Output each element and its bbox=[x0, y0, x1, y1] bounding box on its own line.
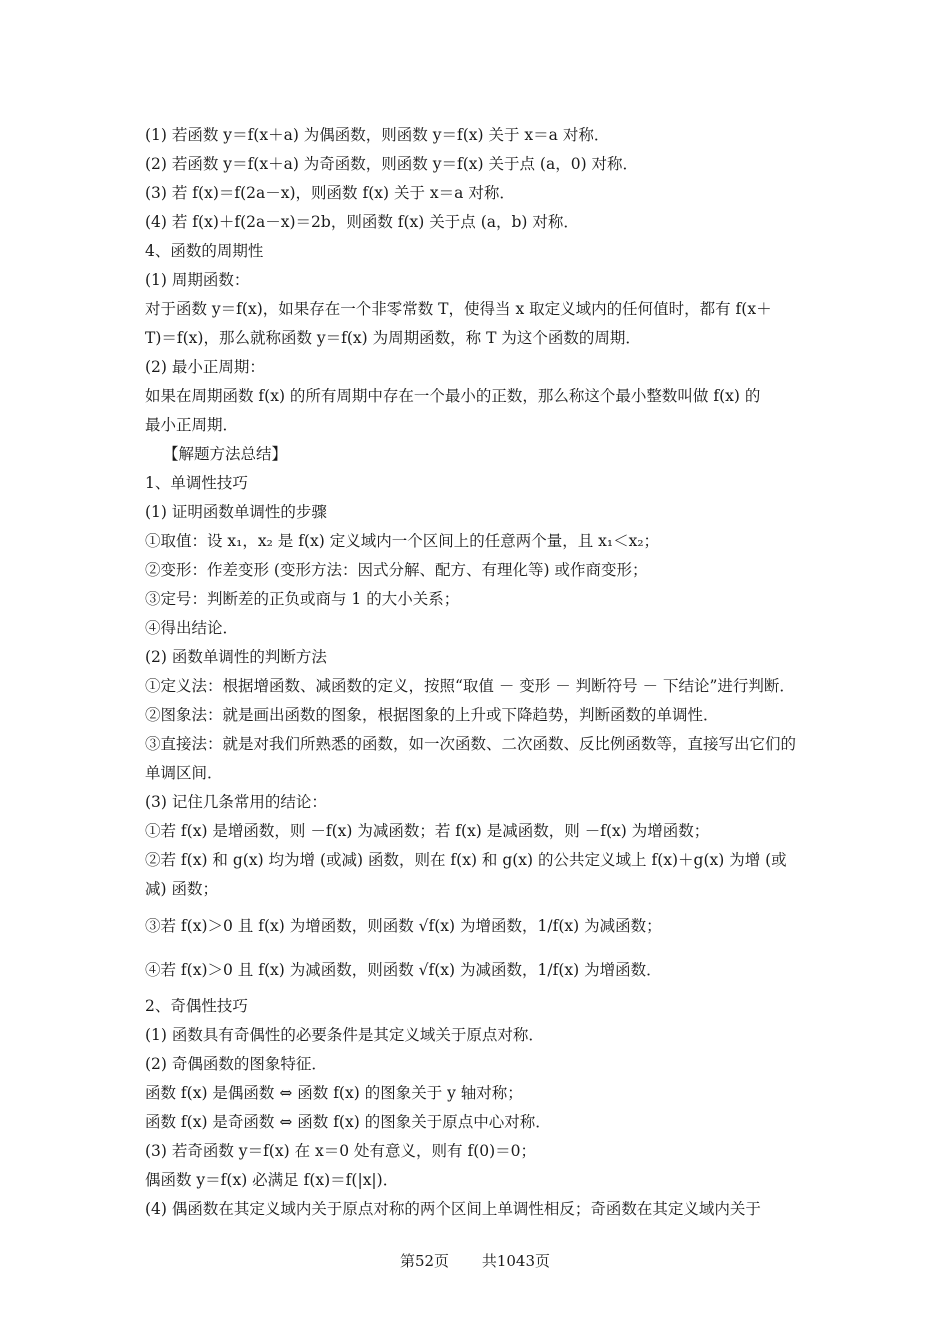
page-content bbox=[145, 121, 815, 1224]
text-line: T)＝f(x)，那么就称函数 y＝f(x) 为周期函数，称 T 为这个函数的周期． bbox=[145, 329, 641, 347]
text-line: 最小正周期． bbox=[145, 416, 239, 434]
text-line: (1) 函数具有奇偶性的必要条件是其定义域关于原点对称． bbox=[145, 1026, 544, 1044]
formula-line: ③若 f(x)＞0 且 f(x) 为增函数，则函数 √f(x) 为增函数，1/f(x) 为减函数； bbox=[145, 917, 662, 935]
text-line: 减) 函数； bbox=[145, 880, 218, 898]
text-line: (2) 若函数 y＝f(x＋a) 为奇函数，则函数 y＝f(x) 关于点 (a，0) 对称． bbox=[145, 155, 639, 173]
method-summary-heading: 【解题方法总结】 bbox=[163, 445, 288, 463]
page-total: 共1043页 bbox=[481, 1252, 551, 1270]
page-footer bbox=[0, 1250, 950, 1271]
section-heading: 2、奇偶性技巧 bbox=[145, 997, 248, 1015]
text-line: 对于函数 y＝f(x)，如果存在一个非零常数 T，使得当 x 取定义域内的任何值时，都有 f(x＋ bbox=[145, 300, 772, 318]
text-line: ①取值：设 x₁，x₂ 是 f(x) 定义域内一个区间上的任意两个量，且 x₁＜x₂； bbox=[145, 532, 660, 550]
text-line: (3) 若奇函数 y＝f(x) 在 x＝0 处有意义，则有 f(0)＝0； bbox=[145, 1142, 537, 1160]
section-heading: 1、单调性技巧 bbox=[145, 474, 248, 492]
text-line: ③直接法：就是对我们所熟悉的函数，如一次函数、二次函数、反比例函数等，直接写出它们的 bbox=[145, 735, 797, 753]
text-line: ②图象法：就是画出函数的图象，根据图象的上升或下降趋势，判断函数的单调性． bbox=[145, 706, 719, 724]
text-line: (2) 奇偶函数的图象特征． bbox=[145, 1055, 327, 1073]
text-line: ①定义法：根据增函数、减函数的定义，按照“取值 － 变形 － 判断符号 － 下结论”进行判断． bbox=[145, 677, 795, 695]
text-line: 偶函数 y＝f(x) 必满足 f(x)＝f(|x|)． bbox=[145, 1171, 399, 1189]
text-line: (4) 偶函数在其定义域内关于原点对称的两个区间上单调性相反；奇函数在其定义域内关于 bbox=[145, 1200, 761, 1218]
formula-line: ④若 f(x)＞0 且 f(x) 为减函数，则函数 √f(x) 为减函数，1/f(x) 为增函数． bbox=[145, 961, 662, 979]
section-heading: 4、函数的周期性 bbox=[145, 242, 264, 260]
page-number: 第52页 bbox=[399, 1252, 450, 1270]
text-line: ②变形：作差变形 (变形方法：因式分解、配方、有理化等) 或作商变形； bbox=[145, 561, 648, 579]
text-line: ②若 f(x) 和 g(x) 均为增 (或减) 函数，则在 f(x) 和 g(x) 的公共定义域上 f(x)＋g(x) 为增 (或 bbox=[145, 851, 787, 869]
text-line: (3) 记住几条常用的结论： bbox=[145, 793, 327, 811]
text-line: (1) 若函数 y＝f(x＋a) 为偶函数，则函数 y＝f(x) 关于 x＝a 对称． bbox=[145, 126, 610, 144]
text-line: (1) 证明函数单调性的步骤 bbox=[145, 503, 327, 521]
text-line: (2) 最小正周期： bbox=[145, 358, 265, 376]
text-line: (4) 若 f(x)＋f(2a－x)＝2b，则函数 f(x) 关于点 (a，b) 对称． bbox=[145, 213, 579, 231]
text-line: 函数 f(x) 是奇函数 ⇔ 函数 f(x) 的图象关于原点中心对称． bbox=[145, 1113, 551, 1131]
text-line: 如果在周期函数 f(x) 的所有周期中存在一个最小的正数，那么称这个最小整数叫做 f(x) 的 bbox=[145, 387, 761, 405]
text-line: (3) 若 f(x)＝f(2a－x)，则函数 f(x) 关于 x＝a 对称． bbox=[145, 184, 515, 202]
text-line: (1) 周期函数： bbox=[145, 271, 250, 289]
text-line: 单调区间． bbox=[145, 764, 223, 782]
text-line: ④得出结论． bbox=[145, 619, 239, 637]
text-line: ③定号：判断差的正负或商与 1 的大小关系； bbox=[145, 590, 460, 608]
text-line: 函数 f(x) 是偶函数 ⇔ 函数 f(x) 的图象关于 y 轴对称； bbox=[145, 1084, 523, 1102]
text-line: ①若 f(x) 是增函数，则 －f(x) 为减函数；若 f(x) 是减函数，则 －f(x) 为增函数； bbox=[145, 822, 710, 840]
text-line: (2) 函数单调性的判断方法 bbox=[145, 648, 327, 666]
